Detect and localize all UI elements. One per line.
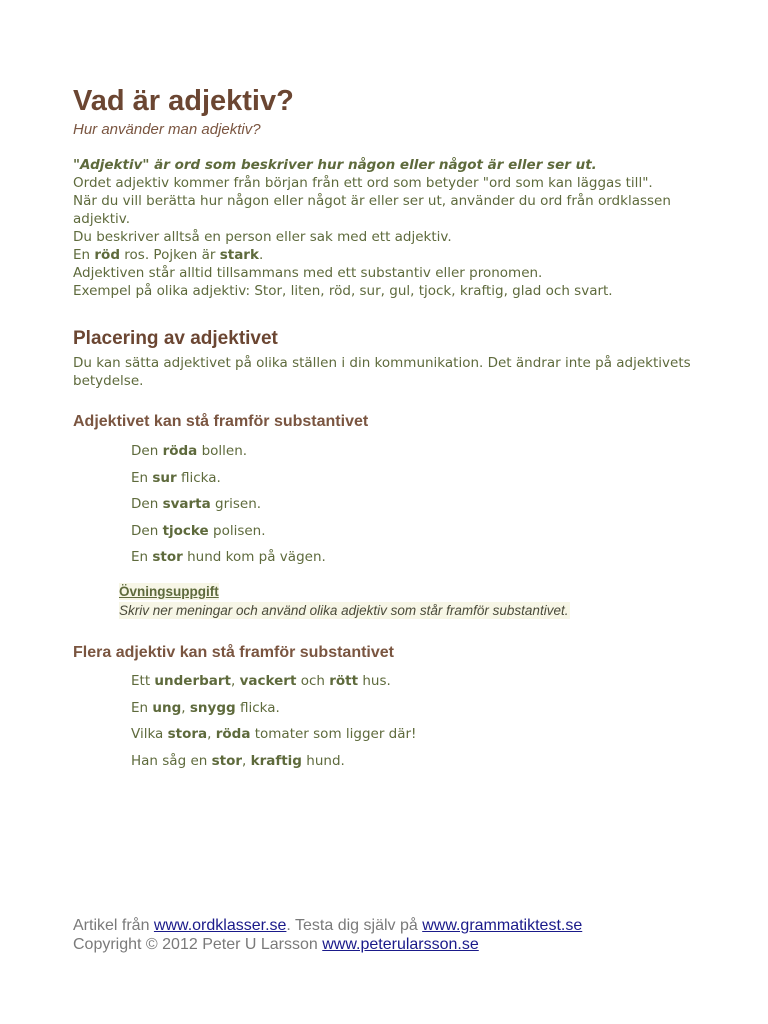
example-sentence	[131, 752, 693, 770]
text: ,	[231, 673, 240, 689]
section-heading-placement: Placering av adjektivet	[73, 328, 278, 349]
adjective: underbart	[154, 673, 232, 689]
footer-line-copyright	[73, 935, 582, 954]
text: Den	[131, 522, 163, 539]
text: Vilka	[131, 726, 168, 742]
adjective: snygg	[189, 699, 236, 716]
adjective: sur	[152, 469, 177, 486]
adjective: röd	[94, 247, 120, 263]
text: Ett	[131, 673, 155, 689]
text: .	[258, 247, 264, 263]
copyright-text: Copyright © 2012 Peter U Larsson	[73, 936, 323, 953]
footer-line-source	[73, 916, 582, 935]
text: Artikel från	[73, 917, 154, 934]
text: tomater som ligger där!	[250, 726, 417, 742]
text: flicka.	[235, 699, 280, 716]
adjective: vackert	[239, 673, 297, 689]
paragraph-example-rose	[73, 246, 693, 264]
example-sentence	[131, 672, 693, 690]
page-title: Vad är adjektiv?	[73, 85, 294, 117]
example-sentence	[131, 725, 693, 743]
text: ,	[181, 699, 190, 716]
adjective: tjocke	[162, 522, 209, 539]
example-sentence	[131, 548, 693, 566]
paragraph-origin: Ordet adjektiv kommer från början från ett ord som betyder "ord som kan läggas till".	[73, 175, 653, 191]
text: och	[296, 673, 330, 689]
examples-multiple-adjectives	[131, 672, 693, 770]
adjective: kraftig	[250, 752, 302, 769]
example-sentence	[131, 469, 693, 487]
exercise-text: Skriv ner meningar och använd olika adjektiv som står framför substantivet.	[119, 603, 569, 618]
paragraph-usage: När du vill berätta hur någon eller något är eller ser ut, använder du ord från ordklassen adjektiv.	[73, 193, 671, 227]
text: ,	[207, 726, 216, 742]
exercise-box	[119, 581, 693, 619]
example-sentence	[131, 522, 693, 540]
text: Den	[131, 496, 163, 512]
example-sentence	[131, 699, 693, 717]
paragraph-placement-intro: Du kan sätta adjektivet på olika ställen i din kommunikation. Det ändrar inte på adjektivets betydelse.	[73, 355, 691, 389]
link-grammatiktest[interactable]: www.grammatiktest.se	[422, 917, 583, 934]
text: hus.	[358, 673, 391, 689]
paragraph-rule: Adjektiven står alltid tillsammans med ett substantiv eller pronomen.	[73, 265, 543, 281]
text: Han såg en	[131, 752, 212, 769]
text: grisen.	[210, 496, 262, 512]
adjective: svarta	[162, 496, 211, 512]
page-subtitle: Hur använder man adjektiv?	[73, 121, 261, 138]
example-sentence	[131, 442, 693, 460]
article	[73, 84, 693, 770]
link-ordklasser[interactable]: www.ordklasser.se	[153, 917, 287, 934]
text: bollen.	[197, 443, 248, 459]
lead-definition: "Adjektiv" är ord som beskriver hur någon eller något är eller ser ut.	[73, 157, 597, 173]
link-peterularsson[interactable]: www.peterularsson.se	[322, 936, 479, 953]
example-sentence	[131, 495, 693, 513]
footer	[73, 916, 582, 954]
examples-before-noun	[131, 442, 693, 566]
adjective: stark	[219, 247, 259, 263]
text: ,	[242, 752, 251, 769]
section-heading-before-noun: Adjektivet kan stå framför substantivet	[73, 413, 369, 430]
paragraph-examples: Exempel på olika adjektiv: Stor, liten, röd, sur, gul, tjock, kraftig, glad och svart.	[73, 283, 613, 299]
text: . Testa dig själv på	[286, 917, 423, 934]
text: Den	[131, 443, 163, 459]
text: polisen.	[208, 522, 266, 539]
adjective: röda	[162, 443, 198, 459]
adjective: röda	[215, 726, 251, 742]
text: En	[131, 549, 153, 565]
text: hund kom på vägen.	[182, 549, 326, 565]
adjective: ung	[152, 699, 182, 716]
paragraph-describe: Du beskriver alltså en person eller sak med ett adjektiv.	[73, 229, 452, 245]
text: hund.	[301, 752, 345, 769]
section-heading-multiple-adjectives: Flera adjektiv kan stå framför substantivet	[73, 644, 394, 661]
adjective: stora	[167, 726, 208, 742]
text: En	[131, 699, 153, 716]
adjective: stor	[152, 549, 183, 565]
exercise-title: Övningsuppgift	[119, 584, 219, 599]
text: En	[131, 469, 153, 486]
text: ros. Pojken är	[120, 247, 220, 263]
adjective: rött	[329, 673, 359, 689]
text: En	[73, 247, 95, 263]
adjective: stor	[211, 752, 243, 769]
text: flicka.	[176, 469, 221, 486]
